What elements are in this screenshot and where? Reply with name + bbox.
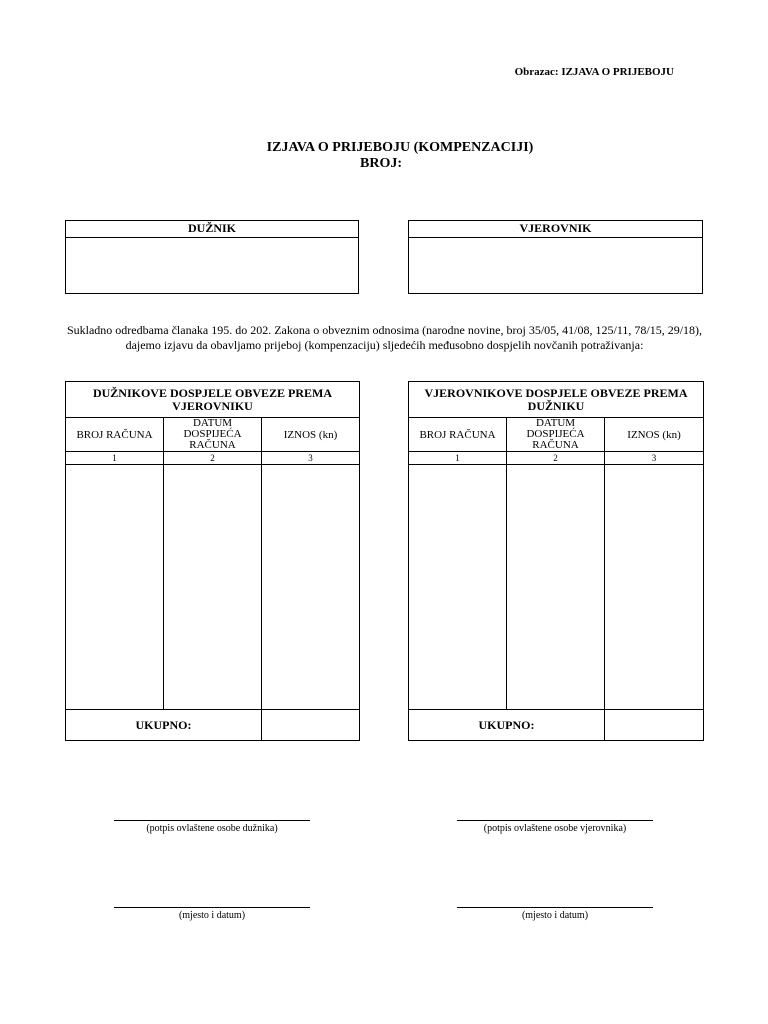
creditor-box-field[interactable] [409,238,702,294]
debtor-place-date-line[interactable] [114,907,310,908]
creditor-total-label: UKUPNO: [409,710,605,741]
creditor-invoice-number-cell[interactable] [409,465,507,710]
debtor-due-date-cell[interactable] [164,465,262,710]
creditor-place-date-line[interactable] [457,907,653,908]
creditor-obligations-table [408,381,704,741]
debtor-box-heading: DUŽNIK [66,221,358,238]
debtor-signature-label: (potpis ovlaštene osobe dužnika) [146,823,278,834]
debtor-amount-cell[interactable] [262,465,360,710]
document-number-label: BROJ: [360,156,402,171]
form-tag [515,66,674,78]
debtor-col-index-2: 2 [164,452,262,465]
debtor-invoice-number-cell[interactable] [66,465,164,710]
debtor-total-value-cell[interactable] [262,710,360,741]
debtor-total-label: UKUPNO: [66,710,262,741]
creditor-signature-label: (potpis ovlaštene osobe vjerovnika) [483,823,627,834]
debtor-col-invoice-number: BROJ RAČUNA [66,418,164,452]
creditor-total-value-cell[interactable] [605,710,704,741]
creditor-box-heading: VJEROVNIK [409,221,702,238]
debtor-col-amount: IZNOS (kn) [262,418,360,452]
creditor-due-date-cell[interactable] [507,465,605,710]
creditor-col-index-2: 2 [507,452,605,465]
debtor-signature-line[interactable] [114,820,310,821]
creditor-col-index-1: 1 [409,452,507,465]
creditor-table-caption: VJEROVNIKOVE DOSPJELE OBVEZE PREMA DUŽNIKU [409,382,704,418]
creditor-col-invoice-number: BROJ RAČUNA [409,418,507,452]
debtor-box [65,220,359,294]
creditor-col-due-date: DATUM DOSPIJEĆA RAČUNA [507,418,605,452]
debtor-table-caption: DUŽNIKOVE DOSPJELE OBVEZE PREMA VJEROVNIKU [66,382,360,418]
intro-paragraph: Sukladno odredbama članaka 195. do 202. Zakona o obveznim odnosima (narodne novine, broj 35/05, 41/08, 125/11, 78/15, 29/18), dajemo izjavu da obavljamo prijeboj (kompenzaciju) sljedećih međusobno dospjelih novčanih potraživanja: [66,323,703,352]
creditor-box [408,220,703,294]
creditor-amount-cell[interactable] [605,465,704,710]
debtor-obligations-table [65,381,360,741]
creditor-signature-line[interactable] [457,820,653,821]
debtor-box-field[interactable] [66,238,358,294]
debtor-col-due-date: DATUM DOSPIJEĆA RAČUNA [164,418,262,452]
creditor-place-date-label: (mjesto i datum) [521,910,589,921]
creditor-col-amount: IZNOS (kn) [605,418,704,452]
form-tag-label: Obrazac: [514,66,559,78]
debtor-col-index-3: 3 [262,452,360,465]
form-tag-name: IZJAVA O PRIJEBOJU [561,66,674,78]
creditor-col-index-3: 3 [605,452,704,465]
document-title: IZJAVA O PRIJEBOJU (KOMPENZACIJI) [266,140,534,155]
debtor-place-date-label: (mjesto i datum) [178,910,246,921]
debtor-col-index-1: 1 [66,452,164,465]
